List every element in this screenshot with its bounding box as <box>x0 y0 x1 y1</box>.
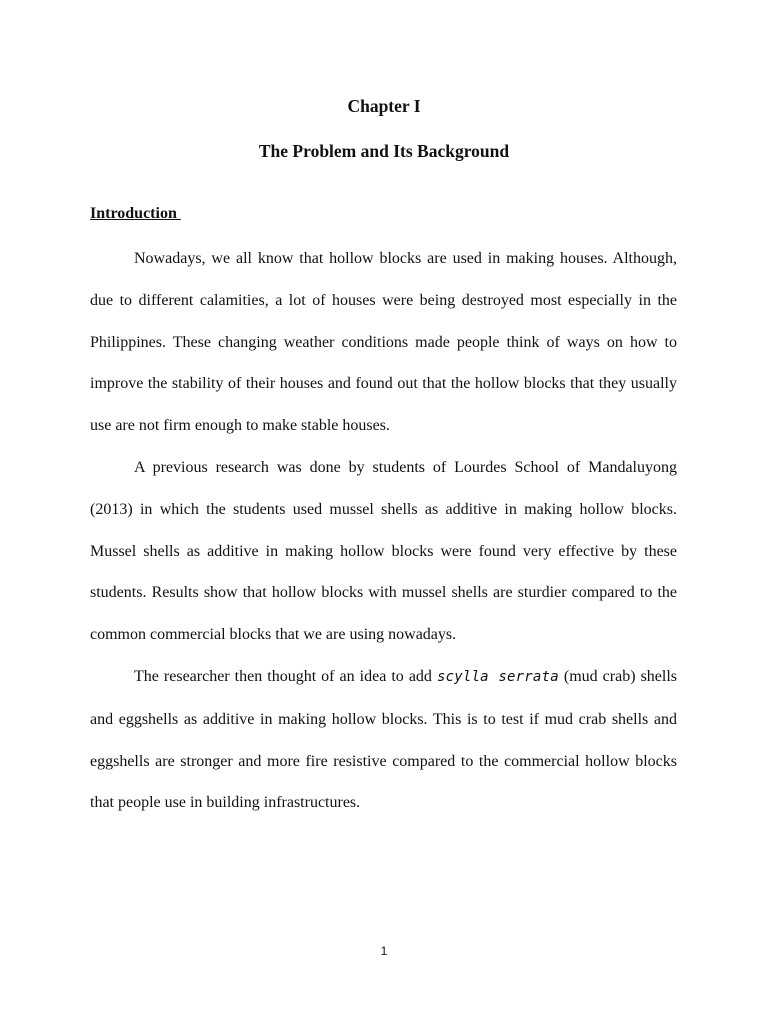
page-number: 1 <box>380 944 388 958</box>
paragraph-3-lead-text: The researcher then thought of an idea to add <box>134 667 437 685</box>
paragraph-3-remaining-text: (mud crab) shells and eggshells as additive in making hollow blocks. This is to test if mud crab shells and eggshells are stronger and more fire resistive compared to the commercial hollow blocks that people use in building infrastructures. <box>90 667 678 812</box>
introduction-body <box>90 238 677 824</box>
paragraph-3 <box>90 656 677 824</box>
paragraph-1: Nowadays, we all know that hollow blocks are used in making houses. Although, due to different calamities, a lot of houses were being destroyed most especially in the Philippines. These changing weather conditions made people think of ways on how to improve the stability of their houses and found out that the hollow blocks that they usually use are not firm enough to make stable houses. <box>90 250 677 435</box>
section-heading-introduction: Introduction <box>90 205 181 222</box>
species-name: scylla serrata <box>436 668 559 685</box>
chapter-title: The Problem and Its Background <box>258 141 510 161</box>
chapter-label: Chapter I <box>347 96 421 116</box>
paragraph-2: A previous research was done by students of Lourdes School of Mandaluyong (2013) in which the students used mussel shells as additive in making hollow blocks. Mussel shells as additive in making hollow blocks were found very effective by these students. Results show that hollow blocks with mussel shells are sturdier compared to the common commercial blocks that we are using nowadays. <box>90 458 677 644</box>
